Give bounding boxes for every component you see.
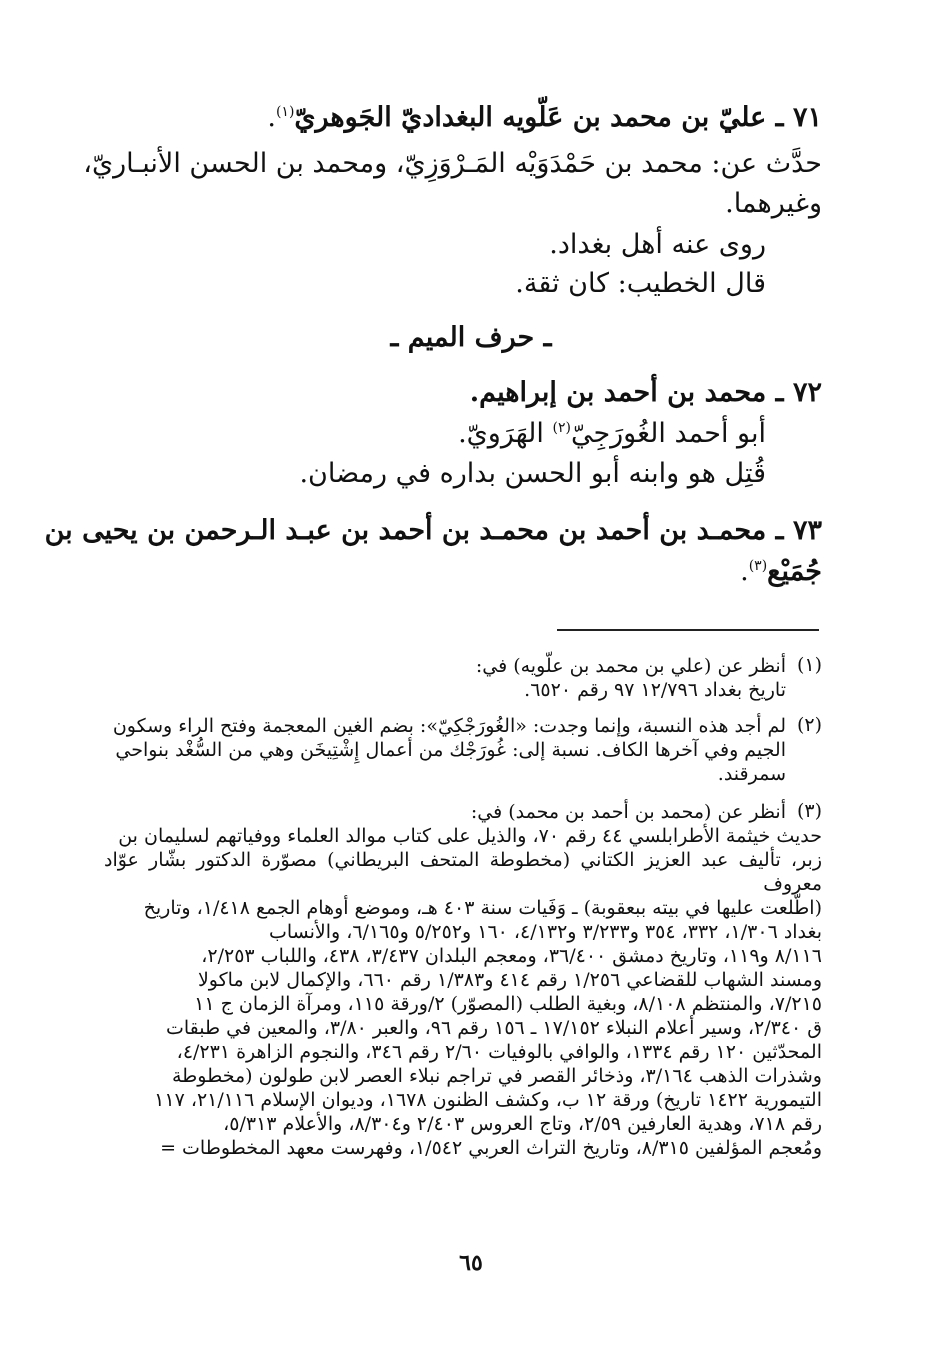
entry-72-heading: ٧٢ ـ محمد بن أحمد بن إبراهيم. [469,377,822,408]
footnote-3-line: ومُعجم المؤلفين ٨/٣١٥، وتاريخ التراث العربي ١/٥٤٢، وفهرست معهد المخطوطات = [160,1137,822,1159]
footnote-3-line: حديث خيثمة الأطرابلسي ٤٤ رقم ٧٠، والذيل على كتاب موالد العلماء ووفياتهم لسليمان بن [118,825,822,847]
entry-72-kunya-end: الهَرَويّ. [458,418,544,449]
entry-71-period: . [267,102,276,133]
footnote-1-number: (١) [796,654,822,676]
footnote-1-line: أنظر عن (علي بن محمد بن علّويه) في: [475,655,786,677]
footnote-3-line: ق ٢/٣٤٠، وسير أعلام النبلاء ١٧/١٥٢ ـ ١٥٦ رقم ٩٦، والعبر ٣/٨٠، والمعين في طبقات [165,1017,822,1039]
entry-71-narrated-by: روى عنه أهل بغداد. [549,229,766,260]
footnote-3-number: (٣) [796,800,822,822]
entry-71-narrated-from-line-1: حدَّث عن: محمد بن حَمْدَوَيْه المَـرْوَزِيّ، ومحمد بن الحسن الأنبـاريّ، [83,148,822,179]
footnote-3-line: ومسند الشهاب للقضاعي ١/٢٥٦ رقم ٤١٤ و١/٣٨٣ رقم ٦٦٠، والإكمال لابن ماكولا [197,969,822,991]
footnote-3-line: ٨/١١٦ و١١٩، وتاريخ دمشق ٣٦/٤٠٠، ومعجم البلدان ٣/٤٣٧، ٤٣٨، واللباب ٢/٢٥٣، [201,945,822,967]
entry-73-heading-line-1: ٧٣ ـ محمـد بن أحمد بن محمـد بن أحمد بن عبـد الـرحمن بن يحيى بن [44,515,822,546]
footnote-3-line: زبر، تأليف عبد العزيز الكتاني (مخطوطة المتحف البريطاني) مصوّرة الدكتور بشّار عوّاد معروف [104,849,822,895]
footnote-2-number: (٢) [796,714,822,736]
entry-71-narrated-from-line-2: وغيرهما. [725,188,822,219]
footnote-3-line: (اطّلعت عليها في بيته ببعقوبة) ـ وَفَيات سنة ٤٠٣ هـ، وموضع أوهام الجمع ١/٤١٨، وتاريخ [143,897,822,919]
entry-73-period: . [740,556,749,587]
footnote-3-line: وشذرات الذهب ٣/١٦٤، وذخائر القصر في تراجم نبلاء العصر لابن طولون (مخطوطة [171,1065,822,1087]
footnote-ref-3: (٣) [748,558,768,574]
footnote-2 [104,714,786,786]
entry-72-death: قُتِل هو وابنه أبو الحسن بداره في رمضان. [299,458,766,489]
footnote-1-line: تاريخ بغداد ١٢/٧٩٦ ٩٧ رقم ٦٥٢٠. [524,679,786,701]
footnote-3-line: المحدّثين ١٢٠ رقم ١٣٣٤، والوافي بالوفيات ٢/٦٠ رقم ٣٤٦، والنجوم الزاهرة ٤/٢٣١، [176,1041,822,1063]
footnote-2-line: لم أجد هذه النسبة، وإنما وجدت: «الغُورَجْكِيّ»: بضم الغين المعجمة وفتح الراء وسكون [112,715,786,737]
footnote-separator [557,629,819,631]
section-heading: ـ حرف الميم ـ [390,322,552,353]
entry-73-name: جُمَيْع [767,556,822,587]
entry-72-kunya [458,418,766,449]
entry-72-kunya-text: أبو أحمد الغُورَجِيّ [570,418,766,449]
footnote-3-line: بغداد ١/٣٠٦، ٣٣٢، ٣٥٤ و٣/٢٣٣ و٤/١٣٢، ١٦٠ و٥/٢٥٢ و٦/١٦٥، والأنساب [268,921,822,943]
entry-71-title: ٧١ ـ عليّ بن محمد بن عَلّويه البغداديّ الجَوهريّ [294,102,822,133]
footnote-3-line: التيمورية ١٤٢٢ تاريخ) ورقة ١٢ ب، وكشف الظنون ١٦٧٨، وديوان الإسلام ٢١/١١٦، ١١٧ [154,1089,822,1111]
footnote-3-line: ٧/٢١٥، والمنتظم ٨/١٠٨، وبغية الطلب (المصوّر) ٢/ورقة ١١٥، ومرآة الزمان ج ١١ [194,993,822,1015]
footnote-ref-2: (٢) [552,420,571,436]
footnote-2-line: سمرقند. [717,763,786,785]
footnote-2-line: الجيم وفي آخرها الكاف. نسبة إلى: غُورَجْك من أعمال إِشْتِيخَن وهي من السُّغْد بنواحي [115,739,786,761]
footnote-ref-1: (١) [275,104,295,120]
entry-71-assessment: قال الخطيب: كان ثقة. [515,268,766,299]
footnote-3-line: رقم ٧١٨، وهدية العارفين ٢/٥٩، وتاج العروس ٢/٤٠٣ و٨/٣٠٤، والأعلام ٥/٣١٣، [223,1113,822,1135]
footnote-1 [104,654,786,702]
entry-73-heading-line-2 [740,556,822,587]
page-number: ٦٥ [459,1250,483,1276]
entry-71-heading [267,102,822,133]
footnote-3-intro: أنظر عن (محمد بن أحمد بن محمد) في: [470,801,786,823]
footnote-3-body [104,824,822,1160]
